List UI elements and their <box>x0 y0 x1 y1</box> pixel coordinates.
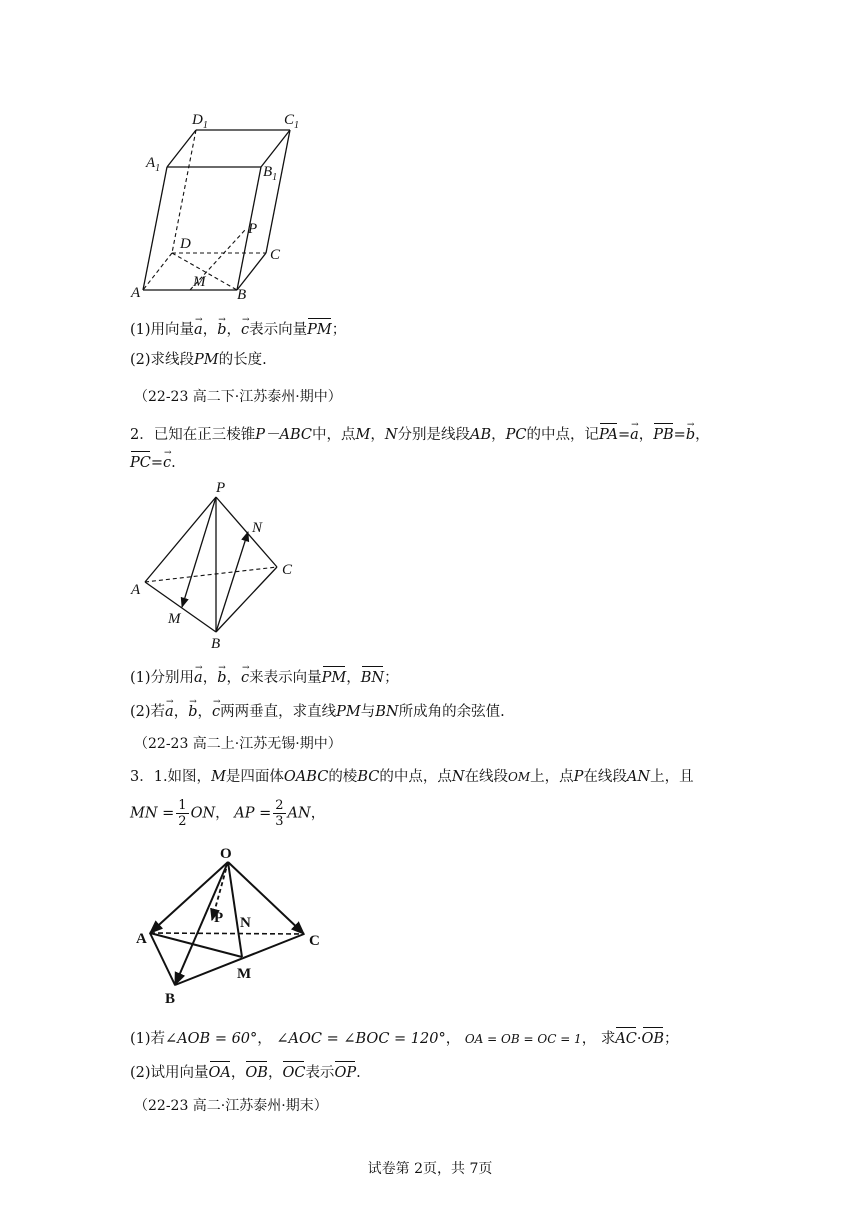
problem3-stem: 3．1.如图，M是四面体OABC的棱BC的中点，点N在线段OM上，点P在线段AN上，且 <box>130 769 694 785</box>
label-N2: N <box>252 520 263 536</box>
label-B: B <box>237 287 247 303</box>
label-O3: O <box>220 846 232 862</box>
label-B2: B <box>211 636 221 651</box>
label-N3: N <box>240 915 251 931</box>
problem2-question-2: (2)若→ a，→ b，→ c两两垂直，求直线PM与BN所成角的余弦值. <box>130 697 505 723</box>
label-P2: P <box>216 480 226 496</box>
figure-tetrahedron <box>128 476 308 651</box>
label-M2: M <box>168 611 181 627</box>
label-B3: B <box>165 991 176 1007</box>
label-B1: $B_1$ <box>263 164 278 183</box>
label-C2: C <box>282 562 293 578</box>
source-note-1: （22-23 高二下·江苏泰州·期中） <box>134 389 342 405</box>
problem2-question-1: (1)分别用→ a，→ b，→ c来表示向量PM，BN； <box>130 663 399 689</box>
problem1-question-2: (2)求线段PM的长度. <box>130 352 267 368</box>
label-M: M <box>193 274 206 290</box>
problem2-stem-cont: PC=→ c. <box>130 448 176 474</box>
label-A: A <box>131 285 141 301</box>
label-C3: C <box>309 933 320 949</box>
problem2-stem: 2．已知在正三棱锥P－ABC中，点M，N分别是线段AB，PC的中点，记PA=→ a，PB=→ b， <box>130 420 710 446</box>
label-C1: $C_1$ <box>284 112 300 131</box>
source-note-2: （22-23 高二上·江苏无锡·期中） <box>134 736 342 752</box>
source-note-3: （22-23 高二·江苏泰州·期末） <box>134 1098 328 1114</box>
problem3-question-1: (1)若∠AOB = 60°， ∠AOC = ∠BOC = 120°， OA = OB = OC = 1， 求AC·OB； <box>130 1024 679 1050</box>
label-P3: P <box>214 910 224 926</box>
label-C: C <box>270 247 281 263</box>
label-A3: A <box>136 931 147 947</box>
figure-tetrahedron-oabc <box>128 838 338 1008</box>
fraction-one-half: $\frac{1}{2}$ <box>178 798 187 829</box>
figure-parallelepiped <box>128 108 318 303</box>
problem3-condition: MN = $\frac{1}{2}$ ON， AP = $\frac{2}{3}$ AN， <box>130 798 326 829</box>
label-A1: $A_1$ <box>146 155 161 174</box>
problem1-question-1: (1)用向量→ a，→ b，→ c表示向量PM； <box>130 315 346 341</box>
label-M3: M <box>237 966 252 982</box>
label-D: D <box>180 236 191 252</box>
label-A2: A <box>131 582 141 598</box>
label-P: P <box>248 221 258 237</box>
problem3-question-2: (2)试用向量OA，OB，OC表示OP. <box>130 1058 361 1084</box>
fraction-two-thirds: $\frac{2}{3}$ <box>275 798 284 829</box>
page-footer: 试卷第 2页，共 7页 <box>367 1161 493 1177</box>
label-D1: $D_1$ <box>192 112 208 131</box>
